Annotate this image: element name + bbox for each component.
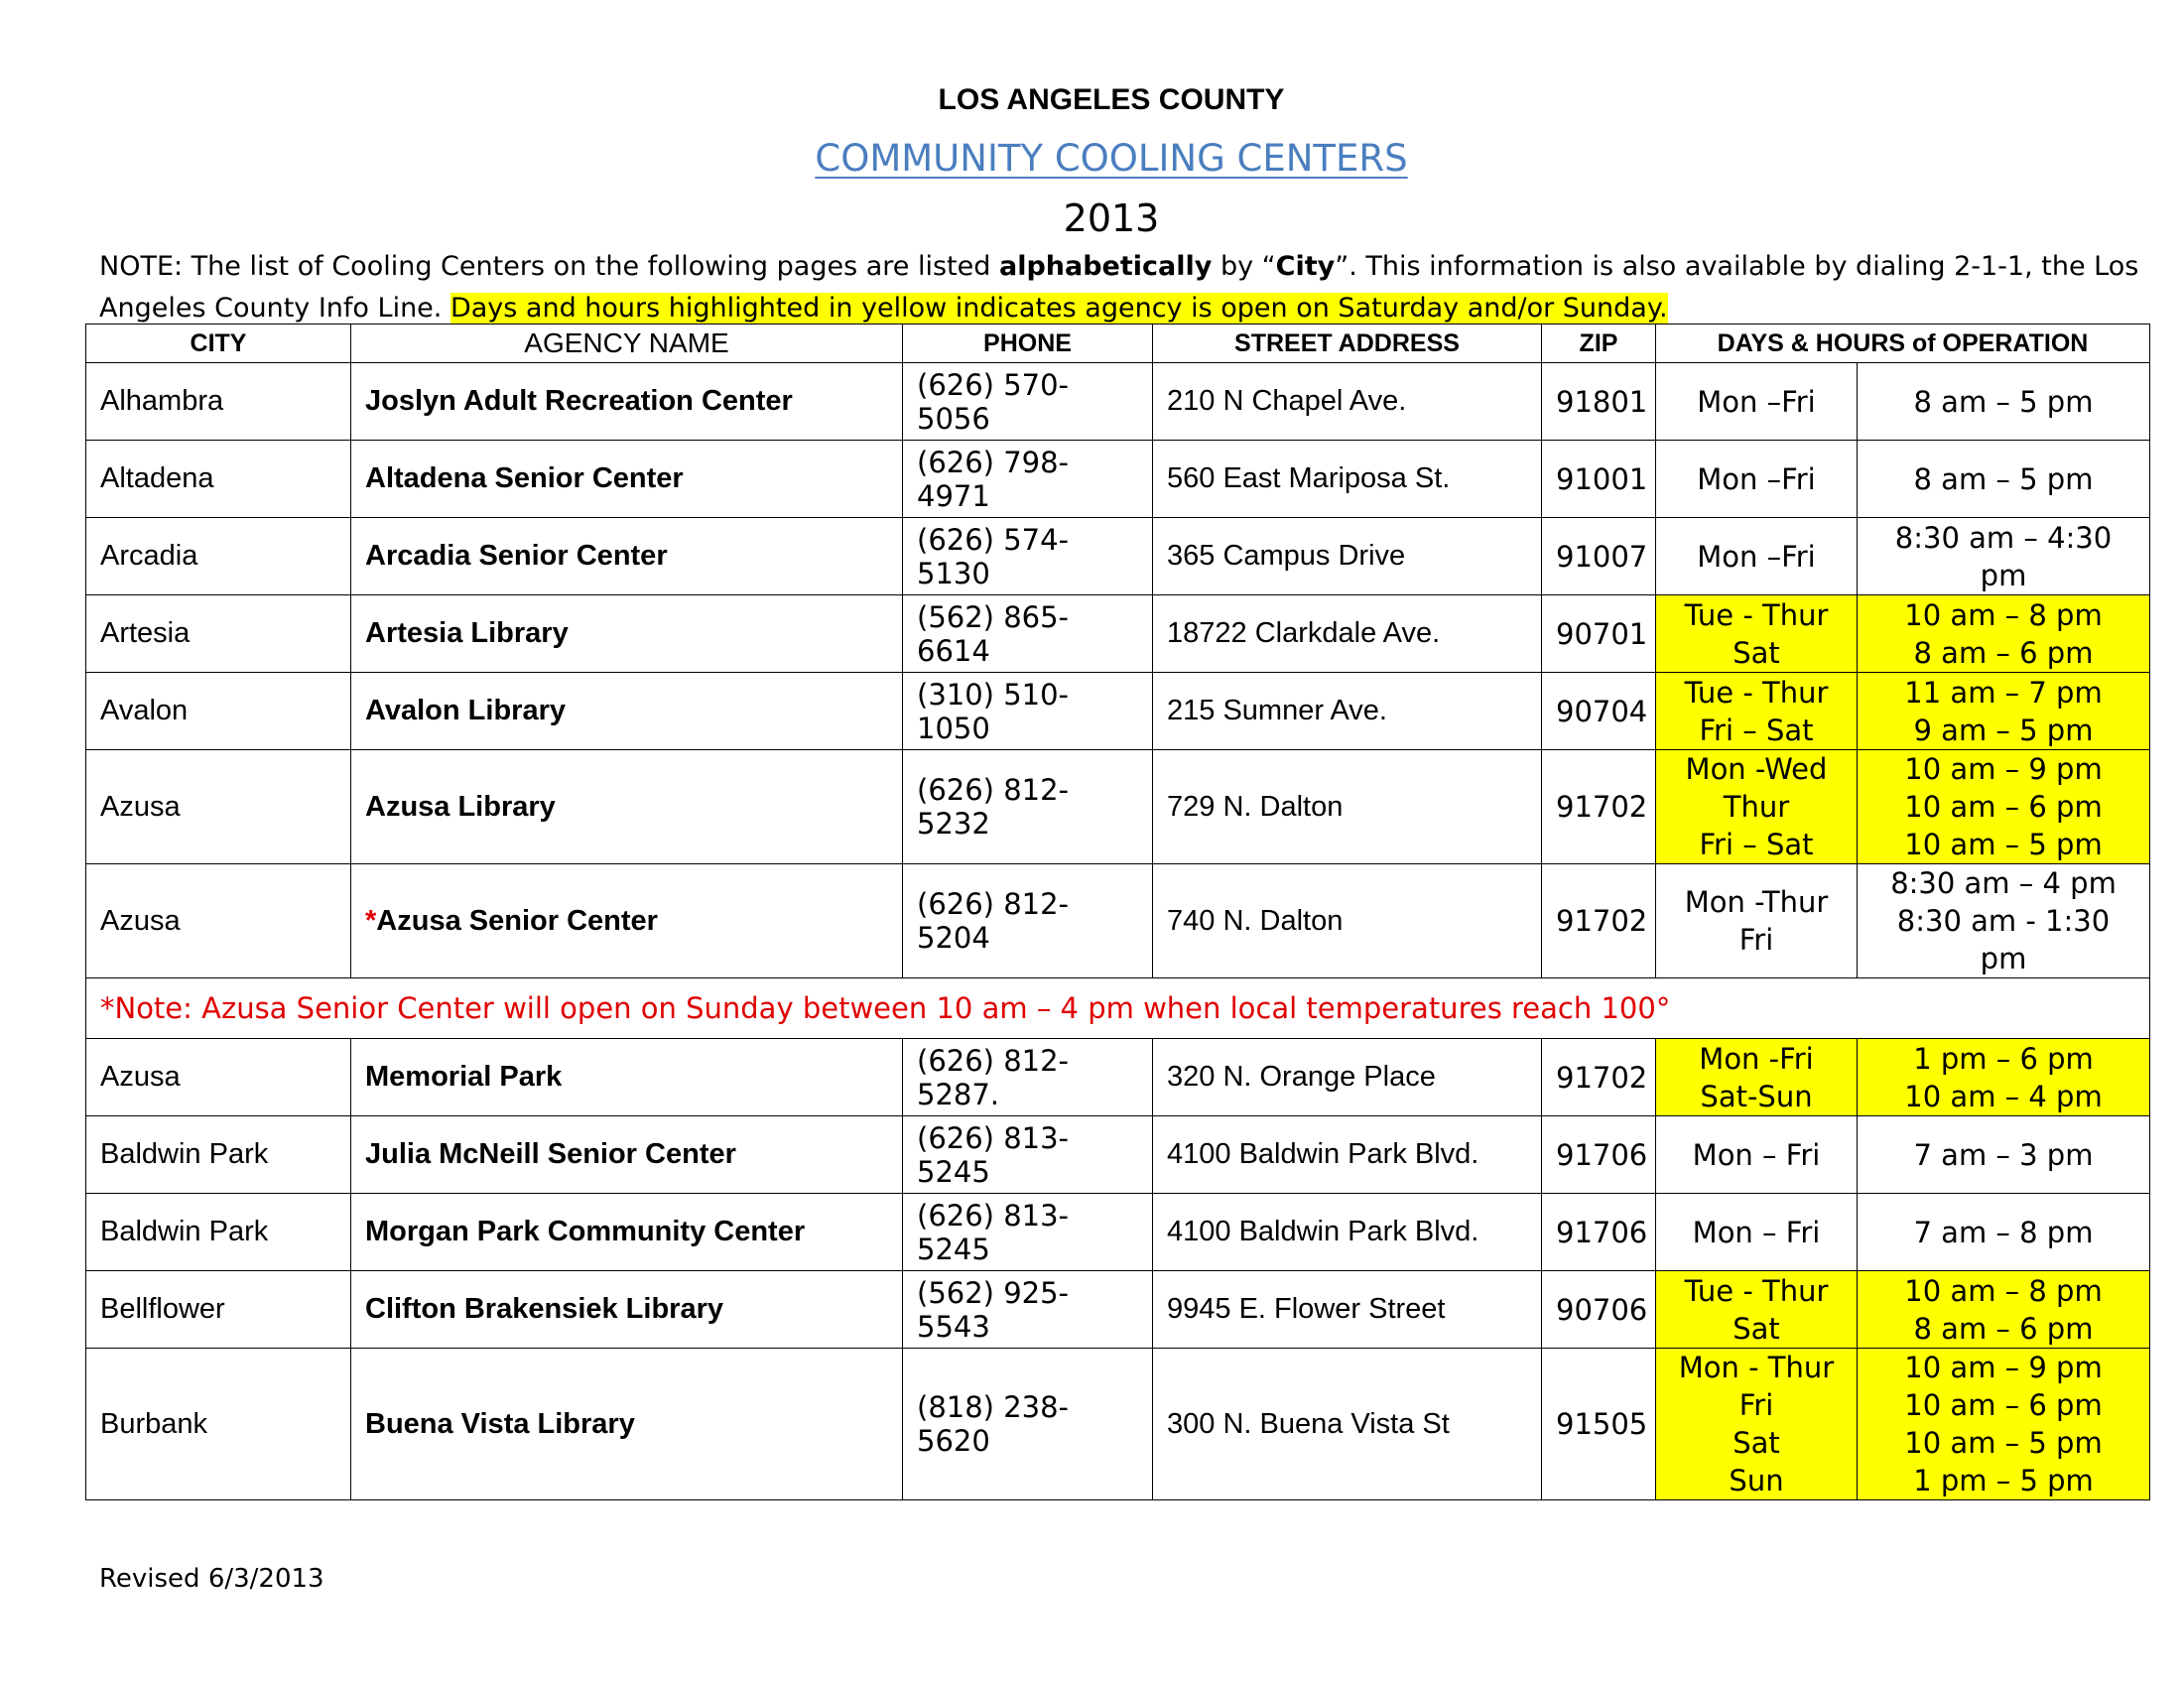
header-city: CITY [86,325,351,363]
city-cell: Burbank [86,1349,351,1500]
hours-cell [1858,864,2150,978]
days-cell [1656,1116,1858,1194]
hours-line: 7 am – 3 pm [1913,1137,2094,1172]
azusa-senior-note: *Note: Azusa Senior Center will open on Sunday between 10 am – 4 pm when local temperatures reach 100° [86,978,2150,1039]
note-text: by “ [1212,251,1276,282]
document-title [0,137,2184,180]
city-cell: Arcadia [86,518,351,595]
days-line: Mon -Wed [1685,752,1828,786]
zip-cell: 91706 [1542,1194,1656,1271]
cooling-centers-table [85,324,2150,1500]
table-row [86,363,2150,441]
agency-name: Memorial Park [365,1061,563,1093]
table-row [86,595,2150,673]
agency-name: Altadena Senior Center [365,462,684,494]
agency-cell [351,1349,903,1500]
days-cell [1656,595,1858,673]
phone-cell: (626) 570-5056 [903,363,1153,441]
agency-cell [351,363,903,441]
table-row [86,441,2150,518]
agency-name: Artesia Library [365,617,569,649]
city-cell: Baldwin Park [86,1116,351,1194]
phone-cell: (626) 812-5204 [903,864,1153,978]
agency-cell [351,864,903,978]
agency-cell [351,1039,903,1116]
phone-cell: (310) 510-1050 [903,673,1153,750]
days-line: Fri [1738,1388,1774,1422]
city-cell: Alhambra [86,363,351,441]
hours-line: 8 am – 5 pm [1913,461,2094,496]
days-line: Tue - Thur [1684,675,1829,710]
hours-line: 10 am – 8 pm [1904,597,2103,632]
note-paragraph [99,246,2153,329]
zip-cell: 90706 [1542,1271,1656,1349]
days-line: Sat [1733,635,1780,670]
note-text: ”. This information is also available by dialing 2-1-1, the Los Angeles County Info Line. [99,251,2139,324]
city-cell: Artesia [86,595,351,673]
footnote-marker: * [365,904,377,937]
days-line: Mon –Fri [1697,461,1816,496]
zip-cell: 91505 [1542,1349,1656,1500]
days-line: Sat-Sun [1700,1079,1813,1113]
zip-cell: 91801 [1542,363,1656,441]
hours-cell [1858,1271,2150,1349]
days-cell [1656,1271,1858,1349]
hours-line: 8:30 am – 4 pm [1890,866,2117,900]
header-hours: DAYS & HOURS of OPERATION [1656,325,2150,363]
days-line: Tue - Thur [1684,1273,1829,1308]
table-header-row [86,325,2150,363]
note-text: NOTE: The list of Cooling Centers on the following pages are listed [99,251,999,282]
days-cell [1656,1194,1858,1271]
zip-cell: 91001 [1542,441,1656,518]
table-row [86,1116,2150,1194]
city-cell: Baldwin Park [86,1194,351,1271]
zip-cell: 91702 [1542,1039,1656,1116]
agency-name: Azusa Library [365,790,556,823]
address-cell: 560 East Mariposa St. [1153,441,1542,518]
table-row [86,1271,2150,1349]
days-line: Mon –Fri [1697,384,1816,419]
zip-cell: 91706 [1542,1116,1656,1194]
zip-cell: 91702 [1542,864,1656,978]
hours-cell [1858,1116,2150,1194]
agency-cell [351,1116,903,1194]
address-cell: 740 N. Dalton [1153,864,1542,978]
header-agency: AGENCY NAME [351,325,903,363]
city-cell: Avalon [86,673,351,750]
days-cell [1656,864,1858,978]
address-cell: 9945 E. Flower Street [1153,1271,1542,1349]
hours-cell [1858,363,2150,441]
table-row [86,673,2150,750]
phone-cell: (818) 238-5620 [903,1349,1153,1500]
days-cell [1656,363,1858,441]
hours-line: 8 am – 6 pm [1913,1311,2094,1346]
days-line: Tue - Thur [1684,597,1829,632]
agency-cell [351,750,903,864]
address-cell: 300 N. Buena Vista St [1153,1349,1542,1500]
zip-cell: 90701 [1542,595,1656,673]
agency-name: Buena Vista Library [365,1407,635,1440]
header-zip: ZIP [1542,325,1656,363]
hours-cell [1858,673,2150,750]
days-line: Fri [1738,923,1774,957]
note-bold-alphabetically: alphabetically [998,251,1213,282]
phone-cell: (626) 812-5287. [903,1039,1153,1116]
agency-cell [351,595,903,673]
agency-name: Julia McNeill Senior Center [365,1138,736,1170]
hours-cell [1858,1039,2150,1116]
agency-name: Avalon Library [365,695,566,726]
hours-line: 10 am – 9 pm [1904,752,2103,786]
agency-name: Morgan Park Community Center [365,1216,806,1247]
days-line: Mon – Fri [1692,1137,1821,1172]
table-row [86,864,2150,978]
agency-name: Arcadia Senior Center [365,540,668,572]
phone-cell: (626) 798-4971 [903,441,1153,518]
days-line: Mon –Fri [1697,539,1816,574]
hours-cell [1858,441,2150,518]
table-row [86,1194,2150,1271]
note-row [86,978,2150,1039]
city-cell: Azusa [86,864,351,978]
phone-cell: (562) 865-6614 [903,595,1153,673]
days-cell [1656,750,1858,864]
table-row [86,518,2150,595]
city-cell: Altadena [86,441,351,518]
table-row [86,1039,2150,1116]
days-line: Mon -Thur [1684,885,1829,919]
agency-cell [351,1194,903,1271]
hours-line: 11 am – 7 pm [1904,675,2103,710]
phone-cell: (562) 925-5543 [903,1271,1153,1349]
days-line: Sat [1733,1426,1780,1460]
days-line: Sat [1733,1311,1780,1346]
days-line: Fri – Sat [1699,828,1814,861]
days-line: Sun [1729,1464,1784,1497]
hours-line: 8 am – 5 pm [1913,384,2094,419]
days-cell [1656,518,1858,595]
hours-line: 8:30 am - 1:30 pm [1896,904,2111,975]
phone-cell: (626) 813-5245 [903,1194,1153,1271]
city-cell: Azusa [86,750,351,864]
address-cell: 4100 Baldwin Park Blvd. [1153,1116,1542,1194]
agency-name: Azusa Senior Center [376,904,658,937]
hours-line: 8:30 am – 4:30 pm [1894,520,2113,592]
agency-cell [351,441,903,518]
note-highlight: Days and hours highlighted in yellow indicates agency is open on Saturday and/or Sunday. [450,293,1668,324]
days-cell [1656,1349,1858,1500]
agency-name: Clifton Brakensiek Library [365,1293,723,1325]
hours-line: 10 am – 8 pm [1904,1273,2103,1308]
address-cell: 320 N. Orange Place [1153,1039,1542,1116]
note-bold-city: City [1275,251,1336,282]
zip-cell: 91007 [1542,518,1656,595]
days-cell [1656,673,1858,750]
document-title-text: COMMUNITY COOLING CENTERS [815,137,1408,180]
days-cell [1656,441,1858,518]
city-cell: Azusa [86,1039,351,1116]
agency-cell [351,673,903,750]
address-cell: 4100 Baldwin Park Blvd. [1153,1194,1542,1271]
hours-line: 9 am – 5 pm [1913,713,2094,747]
zip-cell: 90704 [1542,673,1656,750]
address-cell: 210 N Chapel Ave. [1153,363,1542,441]
header-phone: PHONE [903,325,1153,363]
phone-cell: (626) 813-5245 [903,1116,1153,1194]
hours-line: 1 pm – 6 pm [1913,1041,2094,1076]
hours-line: 8 am – 6 pm [1913,635,2094,670]
table-row [86,750,2150,864]
address-cell: 18722 Clarkdale Ave. [1153,595,1542,673]
hours-line: 7 am – 8 pm [1913,1215,2094,1249]
zip-cell: 91702 [1542,750,1656,864]
hours-line: 1 pm – 5 pm [1913,1464,2094,1497]
hours-cell [1858,518,2150,595]
city-cell: Bellflower [86,1271,351,1349]
agency-cell [351,1271,903,1349]
days-cell [1656,1039,1858,1116]
days-line: Thur [1723,790,1790,824]
header-address: STREET ADDRESS [1153,325,1542,363]
hours-line: 10 am – 5 pm [1904,828,2103,861]
address-cell: 729 N. Dalton [1153,750,1542,864]
agency-name: Joslyn Adult Recreation Center [365,385,793,417]
table-row [86,1349,2150,1500]
hours-cell [1858,595,2150,673]
hours-cell [1858,750,2150,864]
hours-cell [1858,1194,2150,1271]
hours-line: 10 am – 9 pm [1904,1351,2103,1384]
address-cell: 215 Sumner Ave. [1153,673,1542,750]
phone-cell: (626) 812-5232 [903,750,1153,864]
days-line: Mon - Thur [1678,1351,1835,1384]
year-heading: 2013 [1063,196,1160,240]
hours-line: 10 am – 5 pm [1904,1426,2103,1460]
days-line: Mon -Fri [1699,1041,1814,1076]
hours-line: 10 am – 6 pm [1904,790,2103,824]
revised-date: Revised 6/3/2013 [99,1564,324,1594]
address-cell: 365 Campus Drive [1153,518,1542,595]
county-heading: LOS ANGELES COUNTY [938,83,1285,116]
agency-cell [351,518,903,595]
days-line: Mon – Fri [1692,1215,1821,1249]
hours-cell [1858,1349,2150,1500]
phone-cell: (626) 574-5130 [903,518,1153,595]
hours-line: 10 am – 6 pm [1904,1388,2103,1422]
days-line: Fri – Sat [1699,713,1814,747]
hours-line: 10 am – 4 pm [1904,1079,2103,1113]
